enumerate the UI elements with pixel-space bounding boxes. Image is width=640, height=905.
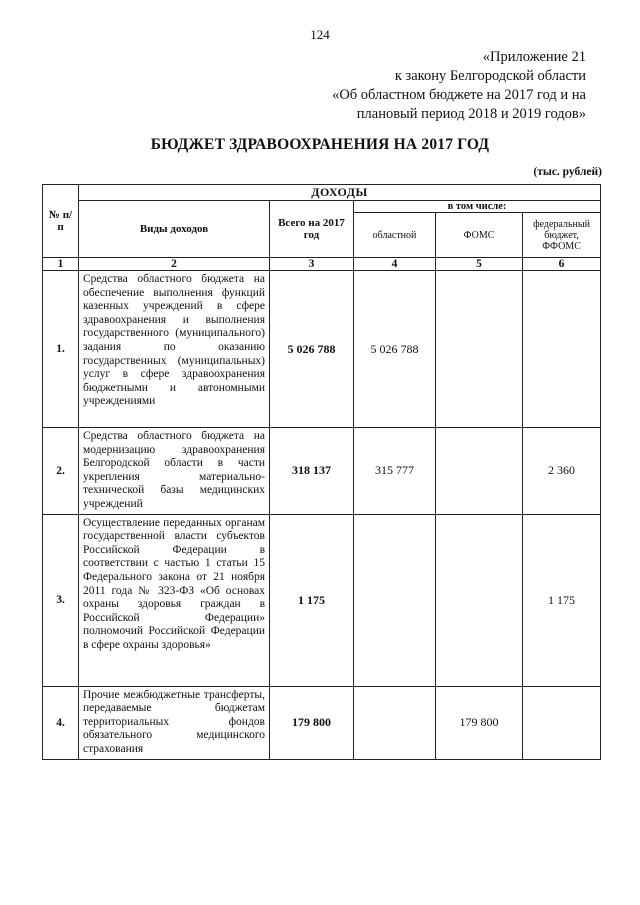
row-total: 179 800	[270, 686, 354, 759]
col-number-1: 1	[43, 258, 79, 271]
row-name: Средства областного бюджета на модернизацию здравоохранения Белгородской области в части укрепления материально-технической базы медицинских учреждений	[79, 428, 270, 515]
row-foms	[436, 514, 523, 686]
annex-line-2: к закону Белгородской области	[394, 68, 586, 84]
annex-line-4: плановый период 2018 и 2019 годов»	[356, 106, 586, 122]
table-row	[43, 428, 601, 515]
row-total: 1 175	[270, 514, 354, 686]
col-number-4: 4	[354, 258, 436, 271]
col-number-6: 6	[523, 258, 601, 271]
row-federal: 2 360	[523, 428, 601, 515]
row-total: 5 026 788	[270, 271, 354, 428]
row-num: 3.	[43, 514, 79, 686]
table-row	[43, 271, 601, 428]
document-title: БЮДЖЕТ ЗДРАВООХРАНЕНИЯ НА 2017 ГОД	[150, 136, 490, 153]
header-including: в том числе:	[354, 201, 601, 213]
annex-line-1: «Приложение 21	[482, 49, 586, 65]
annex-line-3: «Об областном бюджете на 2017 год и на	[332, 87, 586, 103]
header-total: Всего на 2017 год	[270, 201, 354, 258]
row-foms	[436, 271, 523, 428]
table-row	[43, 686, 601, 759]
budget-table	[42, 184, 601, 760]
row-regional: 5 026 788	[354, 271, 436, 428]
row-regional	[354, 686, 436, 759]
row-foms	[436, 428, 523, 515]
row-regional	[354, 514, 436, 686]
col-number-2: 2	[79, 258, 270, 271]
row-num: 1.	[43, 271, 79, 428]
units-label: (тыс. рублей)	[533, 166, 602, 178]
annex-header	[332, 48, 586, 124]
header-num: № п/п	[43, 185, 79, 258]
row-federal	[523, 686, 601, 759]
row-name: Прочие межбюджетные трансферты, передаваемые бюджетам территориальных фондов обязательного медицинского страхования	[79, 686, 270, 759]
table-row	[43, 514, 601, 686]
header-kinds: Виды доходов	[79, 201, 270, 258]
header-federal: федеральный бюджет, ФФОМС	[523, 213, 601, 258]
row-foms: 179 800	[436, 686, 523, 759]
col-number-5: 5	[436, 258, 523, 271]
row-name: Осуществление переданных органам государственной власти субъектов Российской Федерации в соответствии с частью 1 статьи 15 Федерального закона от 21 ноября 2011 года № 323-ФЗ «Об основах охраны здоровья граждан в Российской Федерации» полномочий Российской Федерации в сфере охраны здоровья»	[79, 514, 270, 686]
row-federal	[523, 271, 601, 428]
row-federal: 1 175	[523, 514, 601, 686]
row-regional: 315 777	[354, 428, 436, 515]
col-number-3: 3	[270, 258, 354, 271]
row-total: 318 137	[270, 428, 354, 515]
row-num: 2.	[43, 428, 79, 515]
header-regional: областной	[354, 213, 436, 258]
row-num: 4.	[43, 686, 79, 759]
header-foms: ФОМС	[436, 213, 523, 258]
row-name: Средства областного бюджета на обеспечение выполнения функций казенных учреждений в сфере здравоохранения и выполнения государственного (муниципального) задания по оказанию государственных (муниципальных) услуг в сфере здравоохранения бюджетными и автономными учреждениями	[79, 271, 270, 428]
page-number: 124	[310, 27, 330, 42]
header-income: ДОХОДЫ	[79, 185, 601, 201]
